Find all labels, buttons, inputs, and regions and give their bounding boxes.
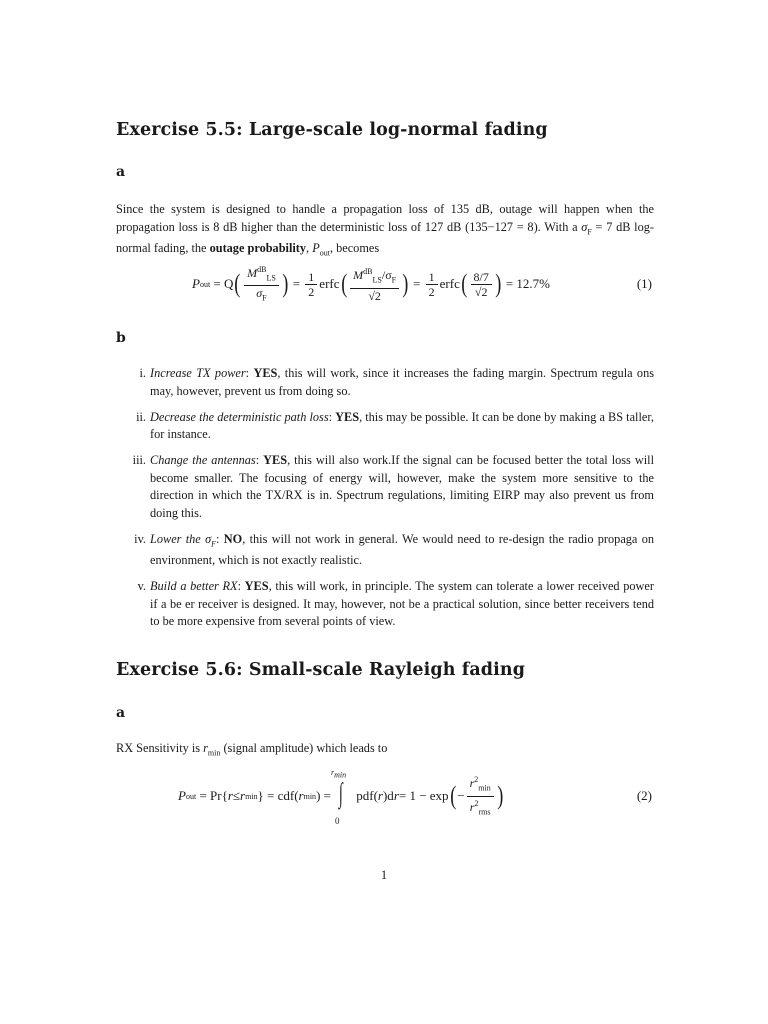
equation-2: P out = Pr{ r ≤ r min } = cdf( r min ) = $r_{min}$ ∫ 0 pdf( r )d r = 1 − exp ( − $\frac{r^2_{min}}{r^2_{rms}}$ ) (2)	[178, 768, 652, 826]
section-title-ex56: Exercise 5.6: Small-scale Rayleigh fading	[116, 660, 526, 680]
integral-sign: $r_{min}$ ∫ 0	[330, 768, 347, 826]
part-a-heading-ex56: a	[116, 705, 126, 721]
equation-1: P out = Q ( $\frac{M^{dB}_{LS}}{\sigma_F}$ ) = $\frac{1}{2}$ erfc ( $\frac{M^{dB}_{LS}/\sigma_F}{√2}$ ) = $\frac{1}{2}$ erfc ( $\frac{8/7}{√2}$ ) = 12.7% (1)	[192, 264, 652, 303]
part-a-heading: a	[116, 164, 126, 180]
equation-number-1: (1)	[636, 276, 652, 291]
section-title-ex55: Exercise 5.5: Large-scale log-normal fading	[116, 120, 548, 140]
list-item: iii. Change the antennas: YES, this will also work.If the signal can be focused better the total loss will become smaller. The focusing of energy will, however, make the system more sensitive to the direction in which the TX/RX is in. Spectrum regulations, limiting EIRP may also prevent us from doing this.	[132, 453, 654, 520]
list-item: iv. Lower the $\sigma_F$: NO, this will not work in general. We would need to re-design the radio propaga on environment, which is not exactly realistic.	[134, 531, 655, 568]
paragraph-ex56: RX Sensitivity is $r_{min}$ (signal amplitude) which leads to	[116, 741, 388, 758]
options-list	[132, 365, 655, 639]
equation-number-2: (2)	[636, 788, 652, 803]
part-b-heading: b	[116, 330, 126, 346]
list-item: i. Increase TX power: YES, this will work, since it increases the fading margin. Spectrum regula ons may, however, prevent us from doing so.	[139, 366, 654, 398]
list-item: ii. Decrease the deterministic path loss: YES, this may be possible. It can be done by making a BS taller, for instance.	[136, 409, 654, 441]
paragraph-ex55: Since the system is designed to handle a propagation loss of 135 dB, outage will happen when the propagation loss is 8 dB higher than the deterministic loss of 127 dB (135−127 = 8). With a $\sigma_F = 7$ dB log-normal fading, the outage probability, $P_{out}$, becomes	[116, 202, 654, 258]
page-number: 1	[380, 868, 388, 882]
list-item: v. Build a better RX: YES, this will work, in principle. The system can tolerate a lower received power if a be er receiver is designed. It may, however, not be a practical solution, since better receivers tend to be more expensive from several points of view.	[137, 579, 654, 629]
